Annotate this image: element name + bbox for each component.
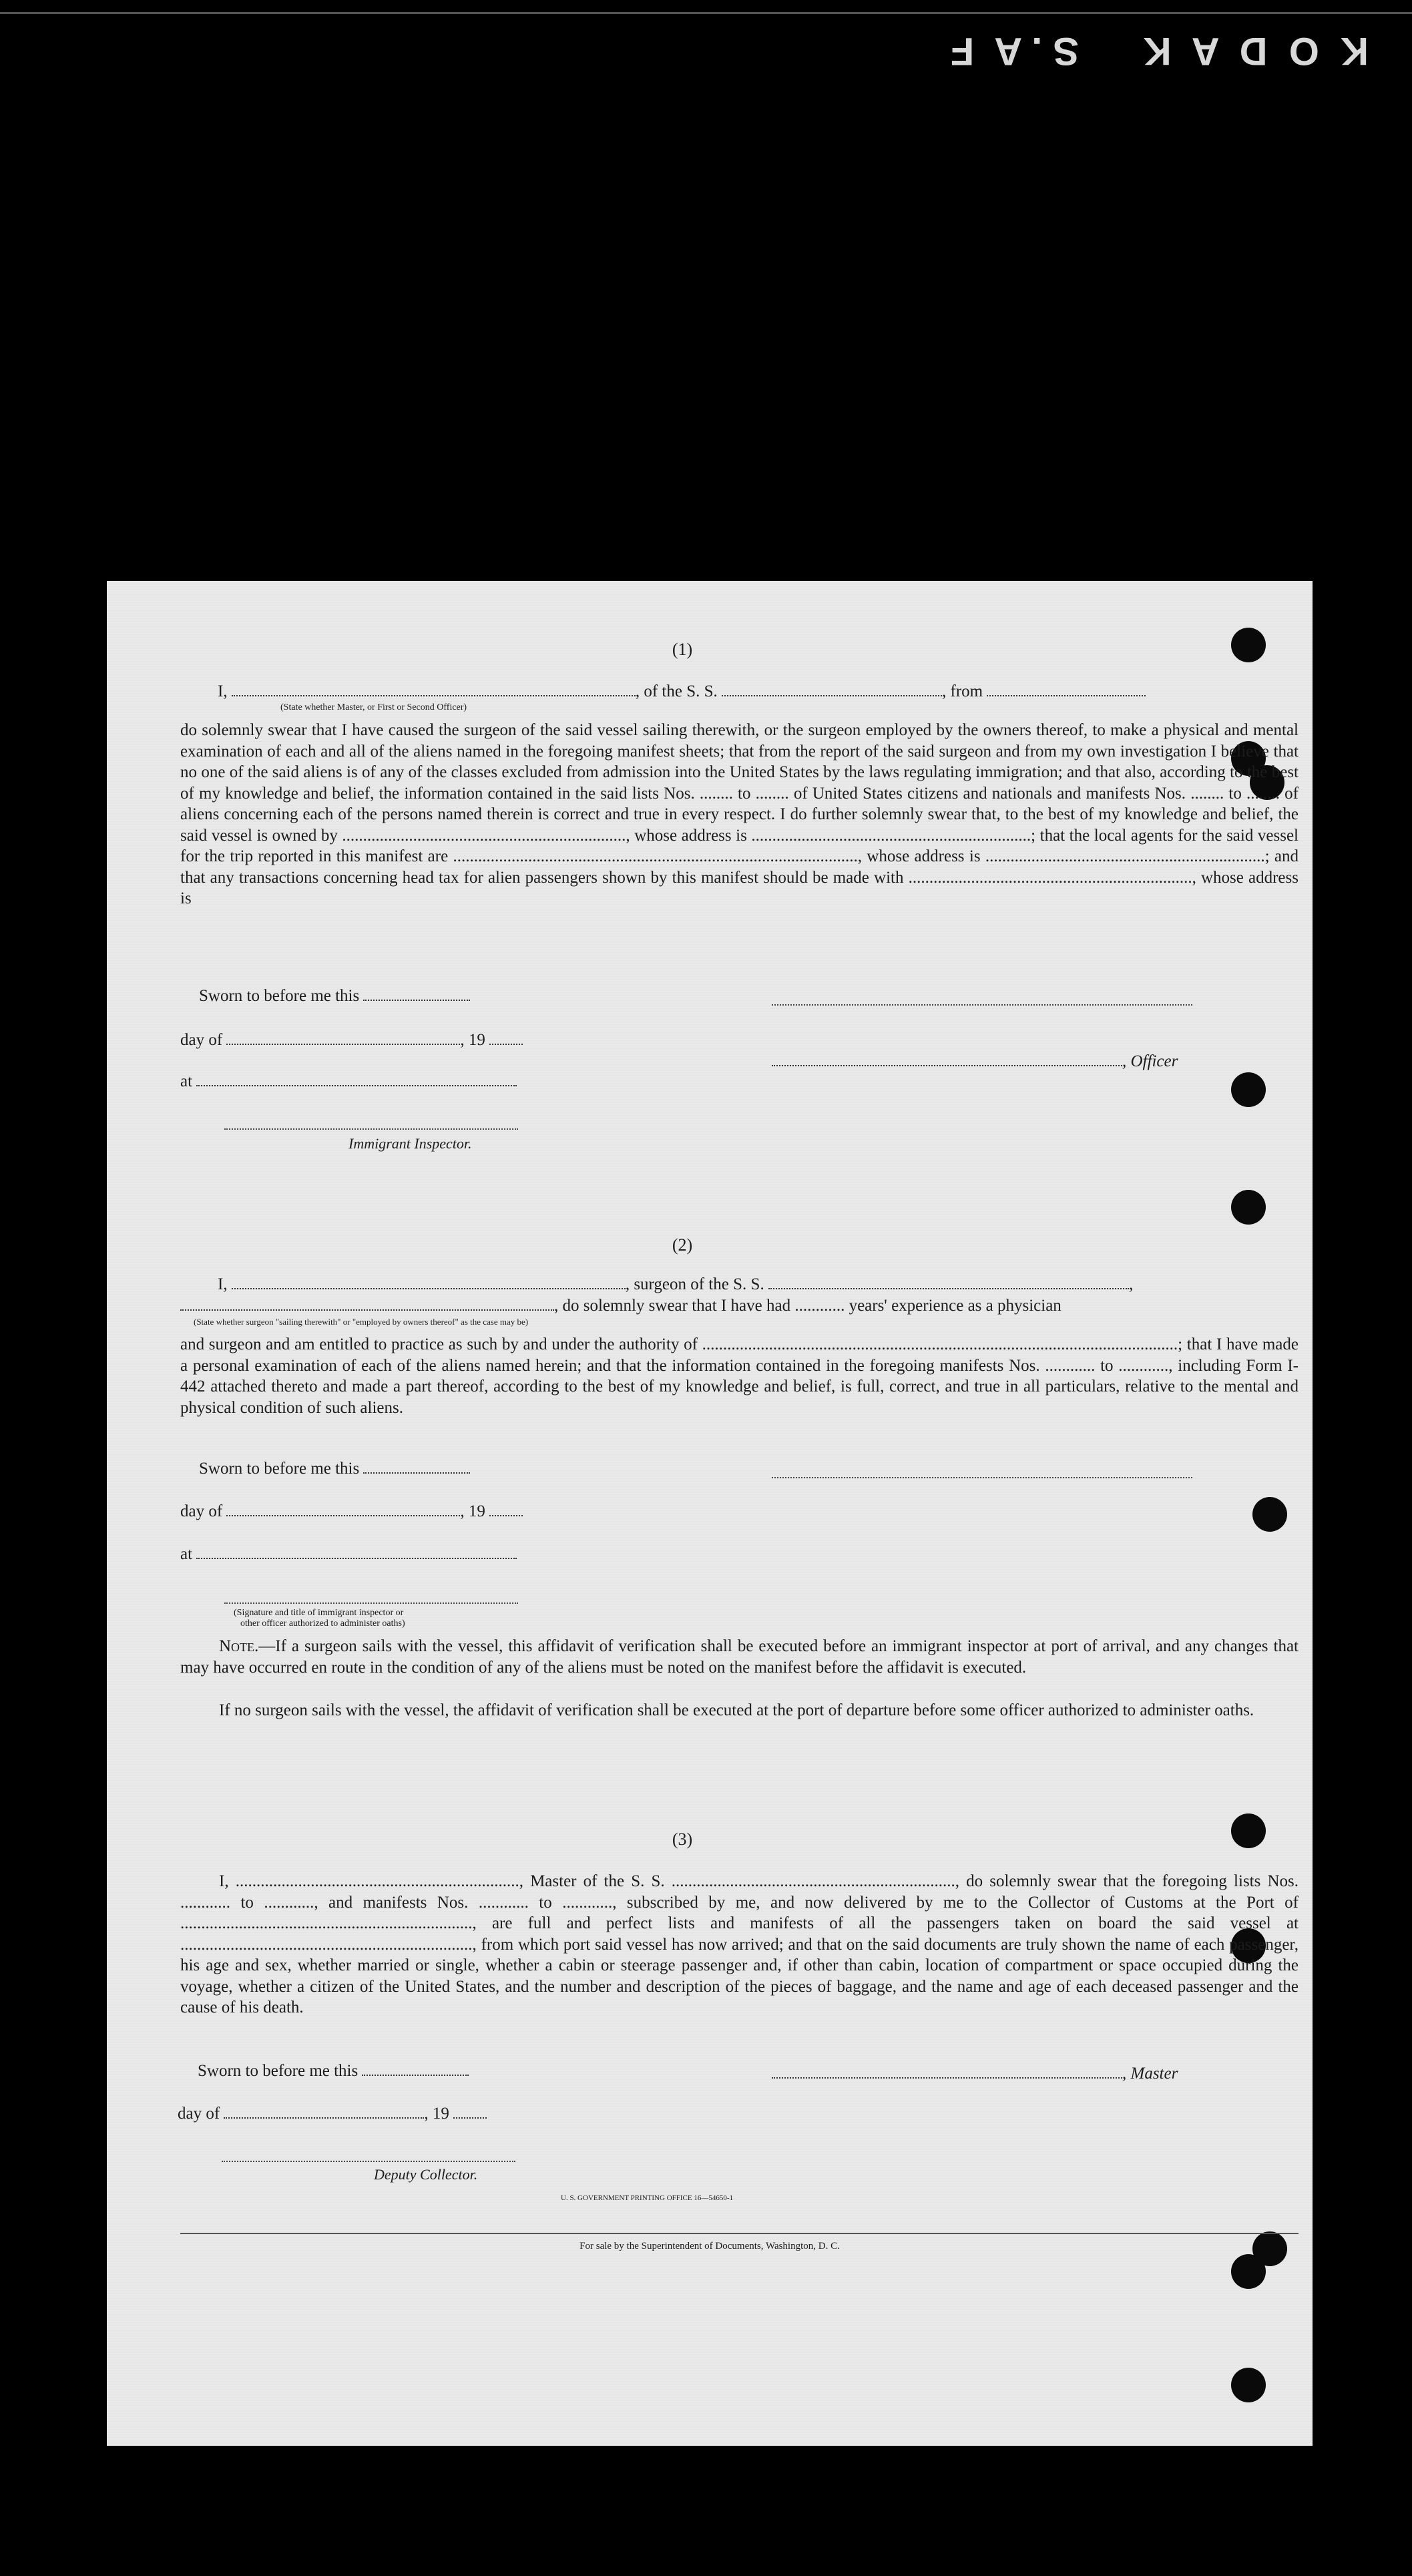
punch-hole [1231,2368,1266,2402]
surgeon-name-field [232,1277,626,1289]
note-text-1: —If a surgeon sails with the vessel, this affidavit of verification shall be executed before an immigrant inspector at port of arrival, and any changes that may have occurred en route in the condition of any of the aliens must be noted on the manifest before the affidavit is executed. [180,1637,1299,1677]
for-sale-notice: For sale by the Superintendent of Documents, Washington, D. C. [579,2241,840,2251]
punch-hole [1231,628,1266,662]
surgeon-type-field [180,1299,554,1311]
film-edge-rule [0,12,1412,14]
officer-rank-caption: (State whether Master, or First or Second Officer) [280,702,467,712]
day-of-field [224,2107,424,2119]
officer-rank-field [232,684,636,696]
sworn-label: Sworn to before me this [199,987,360,1005]
surgeon-vessel-field [768,1277,1129,1289]
at-label: at [180,1072,193,1090]
surgeon-type-caption: (State whether surgeon "sailing therewith" or "employed by owners thereof" as the case may be) [194,1317,529,1327]
year-label: , 19 [460,1502,485,1520]
section-1-line-1 [218,682,1146,701]
section-1-day-of [180,1031,523,1050]
punch-hole [1231,1813,1266,1848]
at-label: at [180,1545,193,1563]
sworn-date-field [363,989,470,1001]
section-1-from-label: , from [942,682,983,700]
year-field [489,1504,523,1516]
section-2-number: (2) [672,1235,693,1255]
officer-signature-line-upper [772,1004,1192,1006]
section-2-line-1: I, , surgeon of the S. S. , [218,1275,1134,1293]
section-3-number: (3) [672,1830,693,1849]
section-3-master-line [772,2065,1178,2083]
surgeon-note-2 [180,1700,1299,1721]
film-header [0,0,1412,80]
punch-hole [1231,1190,1266,1225]
surgeon-of-label: , surgeon of the S. S. [625,1275,764,1293]
section-3-sworn [198,2062,469,2081]
vessel-name-field [722,684,942,696]
punch-hole [1231,2254,1266,2289]
day-of-field [226,1033,460,1045]
sworn-label: Sworn to before me this [198,2062,359,2080]
day-of-label: day of [180,1502,223,1520]
surgeon-note [180,1636,1299,1678]
section-1-I: I, [218,682,228,700]
day-of-label: day of [178,2105,220,2123]
manifest-affidavit-page [107,581,1313,2446]
inspector-signature-line [224,1128,518,1130]
inspector-caption-1: (Signature and title of immigrant inspector or [234,1608,404,1618]
deputy-collector-label: Deputy Collector. [374,2166,478,2183]
note-text-2: If no surgeon sails with the vessel, the affidavit of verification shall be executed at the port of departure before some officer authorized to administer oaths. [219,1701,1254,1719]
surgeon-signature-line [772,1477,1192,1478]
printing-office-imprint: U. S. GOVERNMENT PRINTING OFFICE 16—54650-1 [561,2194,734,2202]
punch-hole [1252,1497,1287,1532]
section-3-day-of [178,2105,487,2123]
master-label: , Master [1122,2065,1178,2083]
inspector-signature-line [224,1602,518,1604]
immigrant-inspector-label: Immigrant Inspector. [348,1135,472,1152]
section-1-sworn [199,987,470,1006]
deputy-signature-line [222,2161,515,2162]
section-2-at [180,1545,517,1564]
section-1-number: (1) [672,640,693,659]
section-2-oath-text: and surgeon and am entitled to practice as such by and under the authority of ..................................................................................................................; that I have made a personal examination of each of the aliens named herein; and that the information contained in the foregoing manifests Nos. ............ to ............, including Form I-442 attached thereto and made a part thereof, according to the best of my knowledge and belief, is full, correct, and true in all particulars, relative to the mental and physical condition of such aliens. [180,1335,1299,1417]
film-edge-label: K O D A K S . A F [950,29,1369,73]
section-2-I: I, [218,1275,228,1293]
year-label: , 19 [460,1031,485,1049]
footer-rule [180,2233,1299,2234]
officer-label: , Officer [1122,1052,1178,1070]
sworn-date-field [362,2064,469,2076]
inspector-caption-2: other officer authorized to administer oaths) [240,1619,405,1629]
section-1-officer-line [772,1052,1178,1071]
section-1-at [180,1072,517,1091]
section-3-oath-text: I, ...................................................................., Master of the S. S. ...................................................................., do solemnly swear that the foregoing lists Nos. ............ to ............, and manifests Nos. ............ to ............, subscribed by me, and now delivered by me to the Collector of Customs at the Port of ......................................................................, are full and perfect lists and manifests of all the passengers taken on board the said vessel at ......................................................................, from which port said vessel has now arrived; and that on the said documents are truly shown the name of each passenger, his age and sex, whether married or single, whether a cabin or steerage passenger and, if other than cabin, location of compartment or space occupied during the voyage, whether a citizen of the United States, and the number and description of the pieces of baggage, and the name and age of each deceased passenger and the cause of his death. [180,1872,1299,2016]
departure-port-field [987,684,1146,696]
year-label: , 19 [424,2105,449,2123]
sworn-label: Sworn to before me this [199,1460,360,1478]
sworn-date-field [363,1462,470,1474]
at-place-field [196,1074,517,1086]
section-2-sworn [199,1460,470,1478]
year-field [453,2107,487,2119]
note-label: Note. [219,1637,259,1655]
day-of-field [226,1504,460,1516]
experience-text: , do solemnly swear that I have had ............ years' experience as a physician [554,1297,1062,1315]
officer-signature-field [772,1054,1122,1066]
at-place-field [196,1547,517,1559]
section-2-day-of [180,1502,523,1521]
section-1-vessel-label: , of the S. S. [635,682,718,700]
section-1-oath-text: do solemnly swear that I have caused the surgeon of the said vessel sailing therewith, or the surgeon employed by the owners thereof, to make a physical and mental examination of each and all of the aliens named in the foregoing manifest sheets; that from the report of the said surgeon and from my own investigation I believe that no one of the said aliens is of any of the classes excluded from admission into the United States by the laws regulating immigration; and that also, according to the best of my knowledge and belief, the information contained in the said lists Nos. ........ to ........ of United States citizens and nationals and manifests Nos. ........ to ........ of aliens concerning each of the persons named therein is correct and true in every respect. I do further solemnly swear that, to the best of my knowledge and belief, the said vessel is owned by ...................................................................., whose address is ...................................................................; that the local agents for the said vessel for the trip reported in this manifest are ................................................................................................., whose address is ...................................................................; and that any transactions concerning head tax for alien passengers shown by this manifest should be made with ...................................................................., whose address is [180,721,1299,907]
day-of-label: day of [180,1031,223,1049]
section-2-line-2 [180,1297,1062,1315]
year-field [489,1033,523,1045]
punch-hole [1231,1072,1266,1107]
master-signature-field [772,2067,1122,2079]
